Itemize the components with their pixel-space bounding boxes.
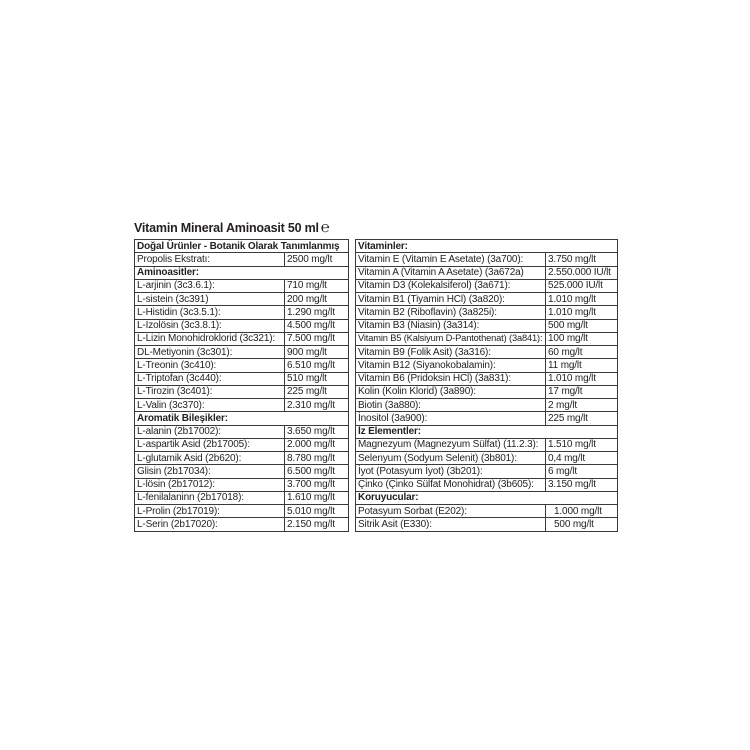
- table-row: [356, 372, 618, 385]
- table-row: [135, 491, 349, 504]
- ingredient-name: L-Treonin (3c410):: [135, 359, 285, 372]
- table-row: [135, 372, 349, 385]
- ingredient-value: 3.650 mg/lt: [285, 425, 349, 438]
- ingredient-name: L-fenilalaninn (2b17018):: [135, 491, 285, 504]
- ingredient-value: 6 mg/lt: [546, 465, 618, 478]
- ingredient-value: 3.700 mg/lt: [285, 478, 349, 491]
- natural-products-header: Doğal Ürünler - Botanik Olarak Tanımlanmış: [135, 240, 349, 253]
- table-row: [135, 438, 349, 451]
- table-row: [135, 478, 349, 491]
- ingredient-value: 500 mg/lt: [546, 319, 618, 332]
- table-row: [356, 306, 618, 319]
- table-row: [135, 412, 349, 425]
- ingredient-value: 2.550.000 IU/lt: [546, 266, 618, 279]
- left-composition-table: [134, 239, 349, 532]
- ingredient-name: Vitamin B3 (Niasin) (3a314):: [356, 319, 546, 332]
- table-row: [135, 293, 349, 306]
- ingredient-value: 3.750 mg/lt: [546, 253, 618, 266]
- ingredient-name: Vitamin A (Vitamin A Asetate) (3a672a): [356, 266, 546, 279]
- ingredient-value: 60 mg/lt: [546, 346, 618, 359]
- ingredient-name: Selenyum (Sodyum Selenit) (3b801):: [356, 452, 546, 465]
- ingredient-value: 1.010 mg/lt: [546, 306, 618, 319]
- table-row: [356, 293, 618, 306]
- estimated-sign-icon: ℮: [320, 219, 330, 236]
- table-row: [135, 359, 349, 372]
- ingredient-value: 1.010 mg/lt: [546, 372, 618, 385]
- ingredient-name: İnositol (3a900):: [356, 412, 546, 425]
- table-row: [356, 438, 618, 451]
- ingredient-value: 1.010 mg/lt: [546, 293, 618, 306]
- ingredient-name: Sitrik Asit (E330):: [356, 518, 546, 531]
- ingredient-name: Vitamin B2 (Riboflavin) (3a825i):: [356, 306, 546, 319]
- ingredient-value: 0,4 mg/lt: [546, 452, 618, 465]
- ingredient-name: Vitamin B1 (Tiyamin HCl) (3a820):: [356, 293, 546, 306]
- table-row: [135, 266, 349, 279]
- ingredient-name: Çinko (Çinko Sülfat Monohidrat) (3b605):: [356, 478, 546, 491]
- ingredient-name: Kolin (Kolin Klorid) (3a890):: [356, 385, 546, 398]
- ingredient-name: L-Prolin (2b17019):: [135, 505, 285, 518]
- ingredient-value: 1.510 mg/lt: [546, 438, 618, 451]
- table-row: [356, 346, 618, 359]
- amino-acids-header: Aminoasitler:: [135, 266, 349, 279]
- ingredient-name: Vitamin B12 (Siyanokobalamin):: [356, 359, 546, 372]
- table-row: [135, 279, 349, 292]
- ingredient-name: L-lösin (2b17012):: [135, 478, 285, 491]
- ingredient-name: L-İzolösin (3c3.8.1):: [135, 319, 285, 332]
- ingredient-value: 1.000 mg/lt: [546, 505, 618, 518]
- ingredient-value: 225 mg/lt: [285, 385, 349, 398]
- ingredient-value: 6.500 mg/lt: [285, 465, 349, 478]
- ingredient-name: Vitamin E (Vitamin E Asetate) (3a700):: [356, 253, 546, 266]
- ingredient-name: Vitamin D3 (Kolekalsiferol) (3a671):: [356, 279, 546, 292]
- table-row: [135, 319, 349, 332]
- ingredient-value: 100 mg/lt: [546, 332, 618, 345]
- table-row: [135, 253, 349, 266]
- ingredient-value: 500 mg/lt: [546, 518, 618, 531]
- table-row: [356, 452, 618, 465]
- ingredient-value: 900 mg/lt: [285, 346, 349, 359]
- product-title: [134, 219, 330, 236]
- ingredient-value: 525.000 IU/lt: [546, 279, 618, 292]
- table-row: [135, 399, 349, 412]
- table-row: [356, 465, 618, 478]
- table-row: [356, 518, 618, 531]
- table-row: [356, 385, 618, 398]
- ingredient-name: Vitamin B9 (Folik Asit) (3a316):: [356, 346, 546, 359]
- table-row: [356, 399, 618, 412]
- table-row: [356, 412, 618, 425]
- table-row: [356, 266, 618, 279]
- table-row: [135, 505, 349, 518]
- ingredient-name: L-Histidin (3c3.5.1):: [135, 306, 285, 319]
- table-row: [356, 505, 618, 518]
- table-row: [135, 346, 349, 359]
- ingredient-name: Propolis Ekstratı:: [135, 253, 285, 266]
- table-row: [356, 253, 618, 266]
- table-row: [135, 518, 349, 531]
- ingredient-value: 5.010 mg/lt: [285, 505, 349, 518]
- ingredient-value: 510 mg/lt: [285, 372, 349, 385]
- table-row: [135, 465, 349, 478]
- ingredient-value: 2500 mg/lt: [285, 253, 349, 266]
- table-row: [356, 359, 618, 372]
- table-row: [356, 425, 618, 438]
- table-row: [356, 319, 618, 332]
- ingredient-value: 2.000 mg/lt: [285, 438, 349, 451]
- table-row: [135, 332, 349, 345]
- ingredient-value: 7.500 mg/lt: [285, 332, 349, 345]
- aromatic-compounds-header: Aromatik Bileşikler:: [135, 412, 349, 425]
- ingredient-value: 8.780 mg/lt: [285, 452, 349, 465]
- table-row: [356, 332, 618, 345]
- ingredient-name: L-Serin (2b17020):: [135, 518, 285, 531]
- ingredient-name: L-Valin (3c370):: [135, 399, 285, 412]
- trace-elements-header: İz Elementler:: [356, 425, 618, 438]
- ingredient-value: 2 mg/lt: [546, 399, 618, 412]
- ingredient-value: 2.310 mg/lt: [285, 399, 349, 412]
- ingredient-value: 1.610 mg/lt: [285, 491, 349, 504]
- right-composition-table: [355, 239, 618, 532]
- table-row: [135, 425, 349, 438]
- ingredient-value: 225 mg/lt: [546, 412, 618, 425]
- ingredient-name: L-arjinin (3c3.6.1):: [135, 279, 285, 292]
- ingredient-name: Potasyum Sorbat (E202):: [356, 505, 546, 518]
- ingredient-name: DL-Metiyonin (3c301):: [135, 346, 285, 359]
- ingredient-name: Vitamin B6 (Pridoksin HCl) (3a831):: [356, 372, 546, 385]
- ingredient-name: L-sistein (3c391): [135, 293, 285, 306]
- table-row: [135, 306, 349, 319]
- table-row: [135, 385, 349, 398]
- ingredient-name: L-alanin (2b17002):: [135, 425, 285, 438]
- ingredient-value: 3.150 mg/lt: [546, 478, 618, 491]
- ingredient-name: L-Lizin Monohidroklorid (3c321):: [135, 332, 285, 345]
- title-text: Vitamin Mineral Aminoasit 50 ml: [134, 221, 319, 235]
- ingredient-value: 1.290 mg/lt: [285, 306, 349, 319]
- ingredient-value: 11 mg/lt: [546, 359, 618, 372]
- ingredient-value: 4.500 mg/lt: [285, 319, 349, 332]
- ingredient-value: 200 mg/lt: [285, 293, 349, 306]
- ingredient-name: L-Triptofan (3c440):: [135, 372, 285, 385]
- table-row: [356, 491, 618, 504]
- table-row: [135, 452, 349, 465]
- table-row: [135, 240, 349, 253]
- ingredient-value: 6.510 mg/lt: [285, 359, 349, 372]
- vitamins-header: Vitaminler:: [356, 240, 618, 253]
- ingredient-name: İyot (Potasyum İyot) (3b201):: [356, 465, 546, 478]
- table-row: [356, 279, 618, 292]
- ingredient-value: 2.150 mg/lt: [285, 518, 349, 531]
- table-row: [356, 478, 618, 491]
- ingredient-value: 17 mg/lt: [546, 385, 618, 398]
- ingredient-name: Biotin (3a880):: [356, 399, 546, 412]
- ingredient-name: Vitamin B5 (Kalsiyum D-Pantothenat) (3a841):: [356, 332, 546, 345]
- ingredient-name: Glisin (2b17034):: [135, 465, 285, 478]
- table-row: [356, 240, 618, 253]
- ingredient-name: Magnezyum (Magnezyum Sülfat) (11.2.3):: [356, 438, 546, 451]
- ingredient-name: L-aspartik Asid (2b17005):: [135, 438, 285, 451]
- ingredient-name: L-glutamik Asid (2b620):: [135, 452, 285, 465]
- ingredient-name: L-Tirozin (3c401):: [135, 385, 285, 398]
- ingredient-value: 710 mg/lt: [285, 279, 349, 292]
- preservatives-header: Koruyucular:: [356, 491, 618, 504]
